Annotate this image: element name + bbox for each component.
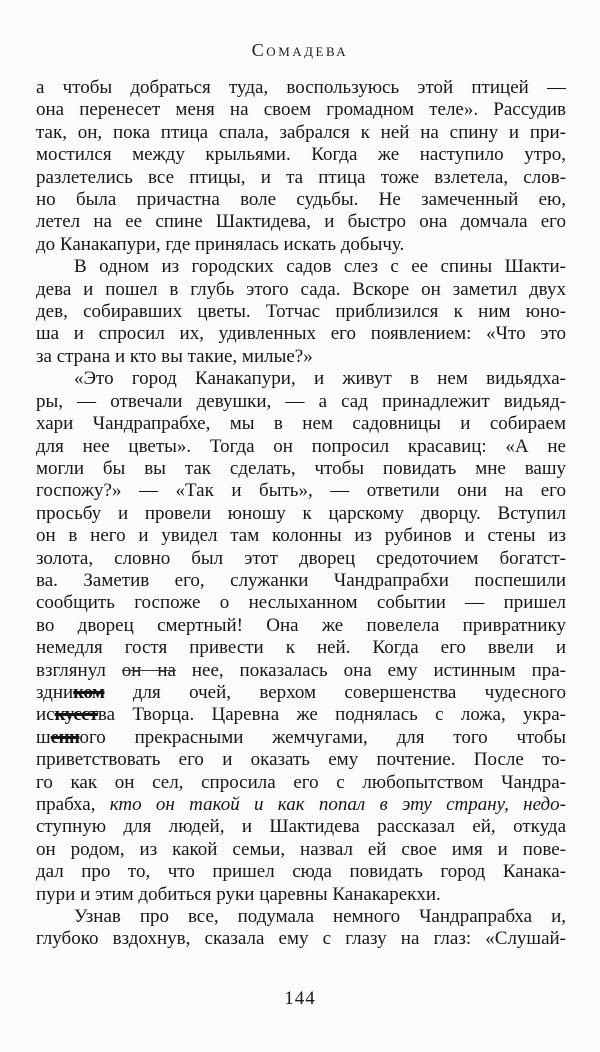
text-line [36, 794, 566, 816]
text-line [36, 660, 566, 682]
text-line [36, 615, 566, 637]
text-line [36, 301, 566, 323]
body-text: для очей, верхом совершенства чудесного [104, 681, 566, 703]
text-line [36, 637, 566, 659]
body-text: ры, — отвечали девушки, — а сад принадлежит видьяд- [36, 390, 566, 412]
text-line [36, 413, 566, 435]
paragraph [36, 906, 566, 951]
running-header: Сомадева [251, 40, 349, 60]
body-text: мостился между крыльями. Когда же наступило утро, [36, 144, 566, 166]
body-text: могли бы вы так сделать, чтобы повидать мне вашу [36, 457, 566, 479]
body-text: золота, словно был этот дворец средоточием богатст- [36, 547, 566, 569]
body-text: а чтобы добраться туда, воспользуюсь этой птицей — [36, 77, 566, 98]
body-text: го как он сел, спросила его с любопытством Чандра- [36, 771, 566, 793]
print-smudge-text: ком [73, 681, 105, 703]
print-smudge-text: кусст [54, 704, 98, 726]
body-text: госпожу?» — «Так и быть», — ответили они на его [36, 480, 566, 502]
body-text: так, он, пока птица спала, забрался к ней на спину и при- [36, 121, 566, 143]
body-text: он в него и увидел там колонны из рубинов и стены из [36, 525, 566, 547]
text-line [36, 525, 566, 547]
body-text: ва Творца. Царевна же поднялась с ложа, укра- [97, 704, 566, 726]
body-text: глубоко вздохнув, сказала ему с глазу на глаз: «Слушай- [36, 928, 566, 950]
text-line [36, 727, 566, 749]
body-text: пури и этим добиться руки царевны Канакарекхи. [36, 883, 441, 905]
body-text: «Это город Канакапури, и живут в нем видьядха- [74, 368, 566, 390]
body-text: Узнав про все, подумала немного Чандрапрабха и, [74, 906, 566, 928]
text-line [36, 839, 566, 861]
body-text: взглянул [36, 659, 122, 681]
print-smudge-text: енн [50, 726, 80, 748]
body-text: ша и спросил их, удивленных его появлением: «Что это [36, 323, 566, 345]
body-text: В одном из городских садов слез с ее спины Шакти- [74, 256, 566, 278]
text-line [36, 749, 566, 771]
body-text: здни [36, 681, 74, 703]
body-text: нее, показалась она ему истинным пра- [175, 659, 566, 681]
body-text: приветствовать его и оказать ему почтение. После то- [36, 749, 566, 771]
text-line [36, 77, 566, 99]
body-text: дал про то, что пришел сюда повидать город Канака- [36, 861, 566, 883]
text-line [36, 592, 566, 614]
paragraph [36, 256, 566, 368]
text-line [36, 368, 566, 390]
text-line [36, 570, 566, 592]
body-text: сообщить госпоже о неслыханном событии — пришел [36, 592, 566, 614]
text-line [36, 211, 566, 233]
body-text: во дворец смертный! Она же повелела привратнику [36, 614, 566, 636]
text-line [36, 772, 566, 794]
body-text: он родом, из какой семьи, назвал ей свое имя и пове- [36, 838, 566, 860]
text-line [36, 256, 566, 278]
body-text: летел на ее спине Шактидева, и быстро она домчала его [36, 211, 566, 233]
page-number: 144 [284, 988, 316, 1009]
body-text: дев, собиравших цветы. Тотчас приблизился к ним юно- [36, 301, 566, 323]
body-text: ис [36, 704, 55, 726]
text-line [36, 682, 566, 704]
text-line [36, 503, 566, 525]
body-text: разлетелись все птицы, и та птица тоже взлетела, слов- [36, 166, 566, 188]
paragraph [36, 368, 566, 906]
body-text: ступную для людей, и Шактидева рассказал ей, откуда [36, 816, 566, 838]
text-line [36, 704, 566, 726]
text-block [36, 77, 566, 951]
text-line [36, 346, 566, 368]
body-text: дева и пошел в глубь этого сада. Вскоре он заметил двух [36, 278, 566, 300]
text-line [36, 436, 566, 458]
body-text: хари Чандрапрабхе, мы в нем садовницы и собираем [36, 413, 566, 435]
paragraph [36, 77, 566, 256]
text-line [36, 816, 566, 838]
text-line [36, 861, 566, 883]
text-line [36, 234, 566, 256]
text-line [36, 884, 566, 906]
body-text: она перенесет меня на своем громадном теле». Рассудив [36, 99, 566, 121]
text-line [36, 323, 566, 345]
text-line [36, 391, 566, 413]
body-text: за страна и кто вы такие, милые?» [36, 345, 313, 367]
text-line [36, 480, 566, 502]
text-line [36, 906, 566, 928]
body-text: для нее цветы». Тогда он попросил красавиц: «А не [36, 435, 566, 457]
body-text: ва. Заметив его, служанки Чандрапрабхи поспешили [36, 569, 566, 591]
text-line [36, 189, 566, 211]
body-text: прабха, [36, 794, 110, 815]
print-smudge-text: он на [121, 659, 176, 681]
text-line [36, 99, 566, 121]
body-text: немедля гостя привести к ней. Когда его ввели и [36, 637, 566, 659]
text-line [36, 548, 566, 570]
italic-text: кто он такой и как попал в эту страну, недо- [109, 794, 566, 815]
body-text: ого прекрасными жемчугами, для того чтобы [79, 726, 566, 748]
body-text: но была причастна воле судьбы. Не замеченный ею, [36, 189, 566, 211]
body-text: ш [36, 726, 51, 748]
body-text: просьбу и провели юношу к царскому дворцу. Вступил [36, 502, 566, 524]
text-line [36, 928, 566, 950]
text-line [36, 167, 566, 189]
body-text: до Канакапури, где принялась искать добычу. [36, 233, 405, 255]
text-line [36, 122, 566, 144]
text-line [36, 458, 566, 480]
text-line [36, 144, 566, 166]
text-line [36, 279, 566, 301]
